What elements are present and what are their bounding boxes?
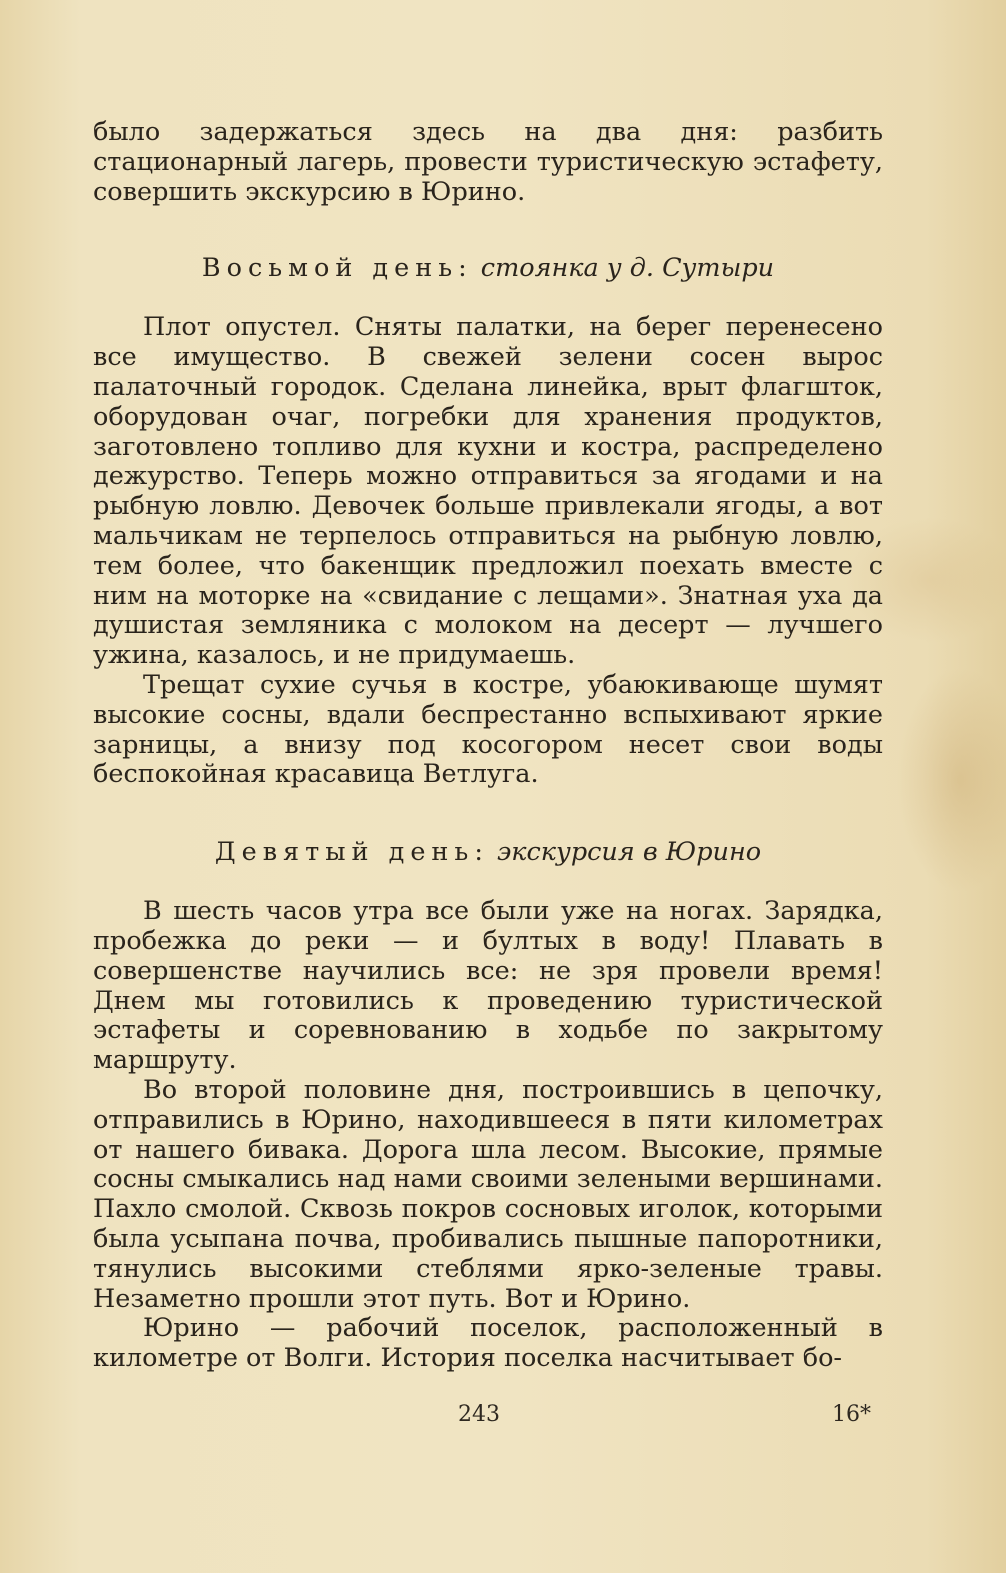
paragraph: В шесть часов утра все были уже на ногах. Зарядка, пробежка до реки — и бултых в воду! Плавать в совершенстве научились все: не зря провели время! Днем мы готовились к проведению туристической эстафеты и соревнованию в ходьбе по закрытому маршруту. [93, 896, 883, 1076]
opening-paragraph: было задержаться здесь на два дня: разбить стационарный лагерь, провести туристическую эстафету, совершить экскурсию в Юрино. [93, 117, 883, 207]
heading-lead: Восьмой день: [201, 253, 473, 284]
text-column [93, 118, 883, 1374]
paragraph: Во второй половине дня, построившись в цепочку, отправились в Юрино, находившееся в пяти километрах от нашего бивака. Дорога шла лесом. Высокие, прямые сосны смыкались над нами своими зелеными вершинами. Пахло смолой. Сквозь покров сосновых иголок, которыми была усыпана почва, пробивались пышные папоротники, тянулись высокими стеблями ярко-зеленые травы. Незаметно прошли этот путь. Вот и Юрино. [93, 1074, 883, 1314]
section-heading-day-9 [93, 837, 883, 867]
paragraph: Юрино — рабочий поселок, расположенный в километре от Волги. История поселка насчитывает бо- [93, 1313, 883, 1374]
section-heading-day-8 [93, 253, 883, 283]
paragraph: Плот опустел. Сняты палатки, на берег перенесено все имущество. В свежей зелени сосен вырос палаточный городок. Сделана линейка, врыт флагшток, оборудован очаг, погребки для хранения продуктов, заготовлено топливо для кухни и костра, распределено дежурство. Теперь можно отправиться за ягодами и на рыбную ловлю. Девочек больше привлекали ягоды, а вот мальчикам не терпелось отправиться на рыбную ловлю, тем более, что бакенщик предложил поехать вместе с ним на моторке на «свидание с лещами». Знатная уха да душистая земляника с молоком на десерт — лучшего ужина, казалось, и не придумаешь. [93, 312, 883, 671]
signature-mark: 16* [832, 1402, 871, 1427]
paragraph: Трещат сухие сучья в костре, убаюкивающе шумят высокие сосны, вдали беспрестанно вспыхивают яркие зарницы, а внизу под косогором несет свои воды беспокойная красавица Ветлуга. [93, 669, 883, 790]
heading-italic: стоянка у д. Сутыри [480, 253, 775, 284]
heading-lead: Девятый день: [214, 837, 489, 868]
heading-italic: экскурсия в Юрино [497, 837, 762, 868]
page-number: 243 [458, 1402, 500, 1427]
